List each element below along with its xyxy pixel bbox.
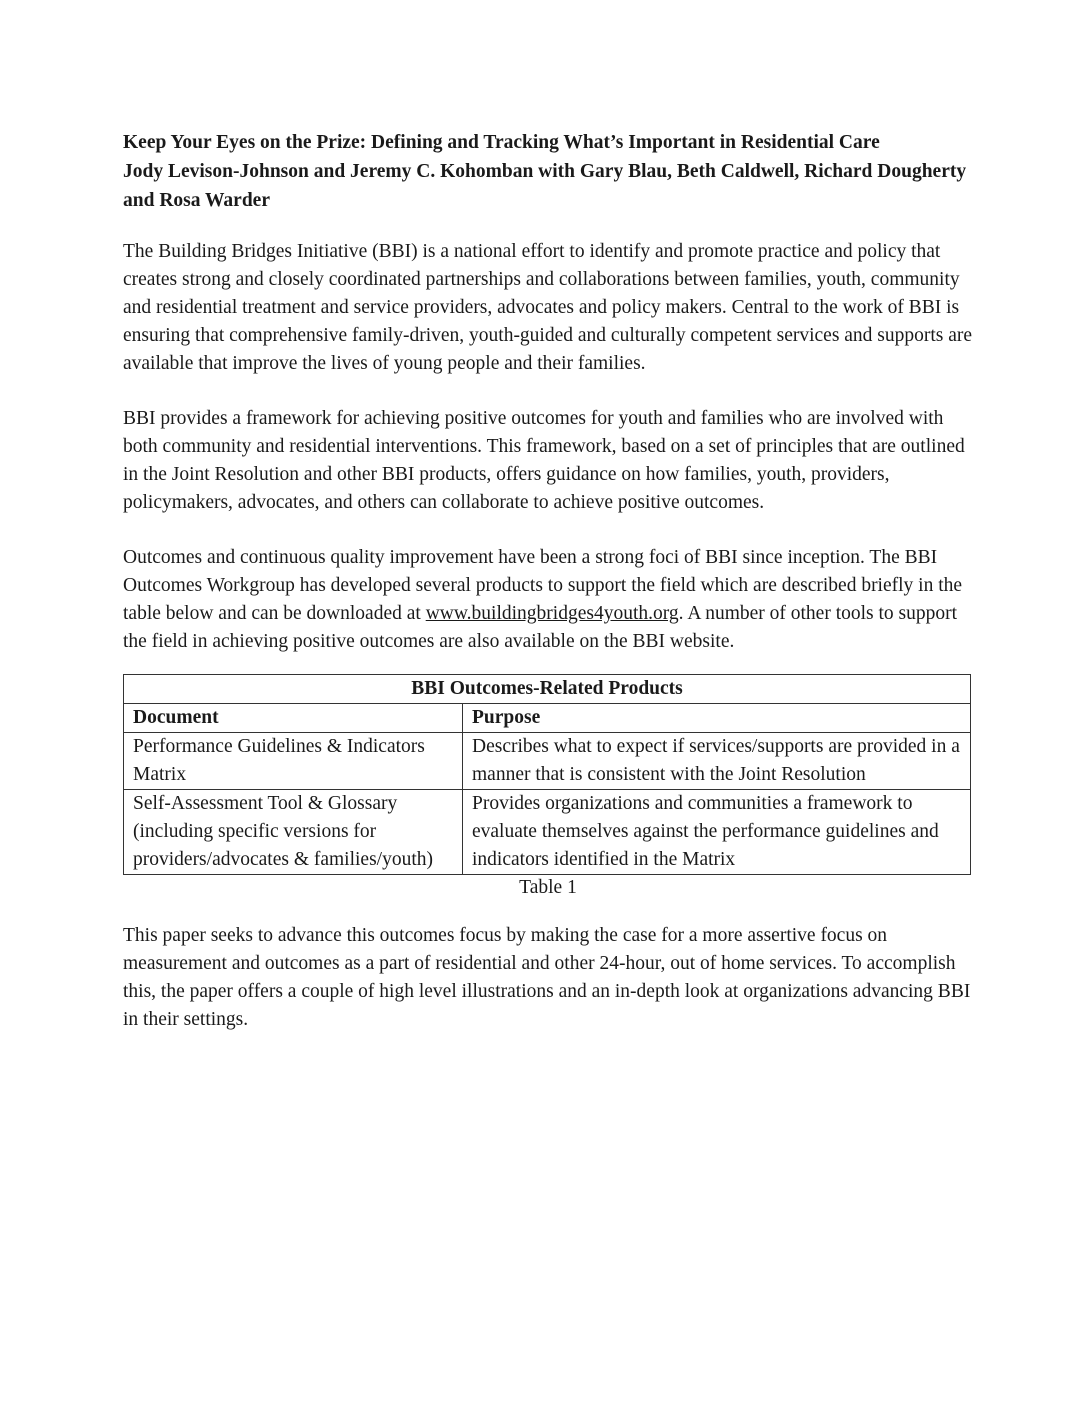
table-label: Table 1 xyxy=(519,877,577,898)
document-title: Keep Your Eyes on the Prize: Defining and Tracking What’s Important in Residential Care xyxy=(123,132,880,153)
paragraph-outcomes-text-end: . A number of other tools to support the field in achieving positive outcomes are also available on the BBI website. xyxy=(123,603,958,652)
bbi-website-link[interactable]: www.buildingbridges4youth.org xyxy=(425,603,679,624)
products-table xyxy=(123,674,971,875)
table-cell-purpose: Describes what to expect if services/supports are provided in a manner that is consistent with the Joint Resolution xyxy=(463,733,971,790)
table-cell-document: Performance Guidelines & Indicators Matrix xyxy=(124,733,463,790)
document-page xyxy=(123,128,973,1061)
table-cell-document: Self-Assessment Tool & Glossary (including specific versions for providers/advocates & families/youth) xyxy=(124,790,463,875)
column-header-purpose: Purpose xyxy=(463,704,971,733)
paragraph-outcomes-text: Outcomes and continuous quality improvement have been a strong foci of BBI since inception. The BBI Outcomes Workgroup has developed several products to support the field which are described briefly in the table below and can be downloaded at xyxy=(123,547,963,624)
document-authors: Jody Levison-Johnson and Jeremy C. Kohomban with Gary Blau, Beth Caldwell, Richard Dougherty and Rosa Warder xyxy=(123,161,967,211)
table-caption-row xyxy=(124,675,971,704)
paragraph-outcomes xyxy=(123,544,973,656)
table-cell-purpose: Provides organizations and communities a framework to evaluate themselves against the performance guidelines and indicators identified in the Matrix xyxy=(463,790,971,875)
paragraph-purpose: This paper seeks to advance this outcomes focus by making the case for a more assertive focus on measurement and outcomes as a part of residential and other 24-hour, out of home services. To accomplish this, the paper offers a couple of high level illustrations and an in-depth look at organizations advancing BBI in their settings. xyxy=(123,925,971,1030)
column-header-document: Document xyxy=(124,704,463,733)
table-row xyxy=(124,790,971,875)
paragraph-framework: BBI provides a framework for achieving positive outcomes for youth and families who are involved with both community and residential interventions. This framework, based on a set of principles that are outlined in the Joint Resolution and other BBI products, offers guidance on how families, youth, providers, policymakers, advocates, and others can collaborate to achieve positive outcomes. xyxy=(123,408,965,513)
table-row xyxy=(124,733,971,790)
table-caption: BBI Outcomes-Related Products xyxy=(124,675,971,704)
table-header-row xyxy=(124,704,971,733)
paragraph-intro: The Building Bridges Initiative (BBI) is a national effort to identify and promote practice and policy that creates strong and closely coordinated partnerships and collaborations between families, youth, community and residential treatment and service providers, advocates and policy makers. Central to the work of BBI is ensuring that comprehensive family-driven, youth-guided and culturally competent services and supports are available that improve the lives of young people and their families. xyxy=(123,241,973,374)
